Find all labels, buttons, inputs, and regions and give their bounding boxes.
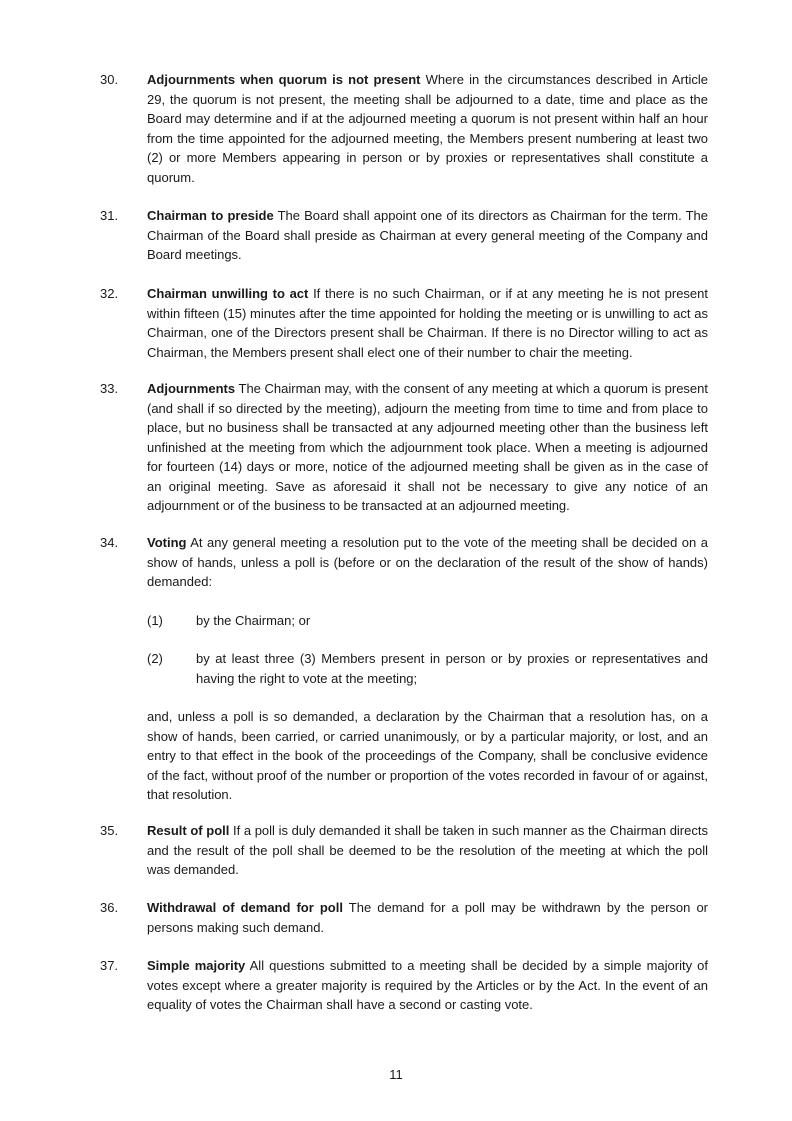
article-35 [100,821,708,880]
article-heading: Chairman unwilling to act [147,286,309,301]
article-heading: Voting [147,535,187,550]
article-34 [100,533,708,805]
article-text: Where in the circumstances described in Article 29, the quorum is not present, the meeting shall be adjourned to a date, time and place as the Board may determine and if at the adjourned meeting a quorum is not present within half an hour from the time appointed for the adjourned meeting, the Members present numbering at least two (2) or more Members appearing in person or by proxies or representatives shall constitute a quorum. [147,72,708,185]
article-text: The Chairman may, with the consent of any meeting at which a quorum is present (and shall if so directed by the meeting), adjourn the meeting from time to time and from place to place, but no business shall be transacted at any adjourned meeting other than the business left unfinished at the meeting from which the adjournment took place. When a meeting is adjourned for fourteen (14) days or more, notice of the adjourned meeting shall be given as in the case of an original meeting. Save as aforesaid it shall not be necessary to give any notice of an adjournment or of the business to be transacted at an adjourned meeting. [147,381,708,513]
article-36 [100,898,708,937]
sub-item-text: by at least three (3) Members present in person or by proxies or representatives and having the right to vote at the meeting; [196,651,708,686]
article-body [147,898,708,937]
article-body [147,956,708,1015]
article-number: 34. [100,535,119,550]
sub-item-list [147,611,708,689]
article-text: If a poll is duly demanded it shall be taken in such manner as the Chairman directs and the result of the poll shall be deemed to be the resolution of the meeting at which the poll was demanded. [147,823,708,877]
article-body [147,206,708,265]
article-text: The Board shall appoint one of its directors as Chairman for the term. The Chairman of the Board shall preside as Chairman at every general meeting of the Company and Board meetings. [147,208,708,262]
article-number: 36. [100,900,119,915]
article-heading: Adjournments [147,381,236,396]
article-heading: Adjournments when quorum is not present [147,72,421,87]
article-37 [100,956,708,1015]
article-heading: Result of poll [147,823,230,838]
article-body [147,379,708,516]
article-body [147,70,708,187]
article-heading: Simple majority [147,958,246,973]
article-heading: Chairman to preside [147,208,274,223]
article-body [147,284,708,362]
article-30 [100,70,708,187]
article-31 [100,206,708,265]
article-body [147,821,708,880]
sub-item [147,649,708,688]
article-33 [100,379,708,516]
article-text: The demand for a poll may be withdrawn by the person or persons making such demand. [147,900,708,935]
page-number: 11 [389,1067,403,1082]
article-heading: Withdrawal of demand for poll [147,900,343,915]
article-number: 35. [100,823,119,838]
article-number: 37. [100,958,119,973]
sub-item [147,611,708,631]
article-text: At any general meeting a resolution put to the vote of the meeting shall be decided on a show of hands, unless a poll is (before or on the declaration of the result of the show of hands) demanded: [147,535,708,589]
sub-item-number: (2) [147,651,163,666]
article-number: 31. [100,208,119,223]
article-text: If there is no such Chairman, or if at any meeting he is not present within fifteen (15) minutes after the time appointed for holding the meeting or is unwilling to act as Chairman, one of the Directors present shall be Chairman. If there is no Director willing to act as Chairman, the Members present shall elect one of their number to chair the meeting. [147,286,708,360]
sub-item-number: (1) [147,612,163,628]
sub-item-text: by the Chairman; or [196,612,311,628]
article-32 [100,284,708,362]
article-number: 32. [100,286,119,301]
article-text: All questions submitted to a meeting shall be decided by a simple majority of votes except where a greater majority is required by the Articles or by the Act. In the event of an equality of votes the Chairman shall have a second or casting vote. [147,958,708,1012]
article-number: 33. [100,381,119,396]
article-continuation: and, unless a poll is so demanded, a declaration by the Chairman that a resolution has, on a show of hands, been carried, or carried unanimously, or by a particular majority, or lost, and an entry to that effect in the book of the proceedings of the Company, shall be conclusive evidence of the fact, without proof of the number or proportion of the votes recorded in favour of or against, that resolution. [147,709,708,802]
article-number: 30. [100,72,119,87]
article-body [147,533,708,592]
